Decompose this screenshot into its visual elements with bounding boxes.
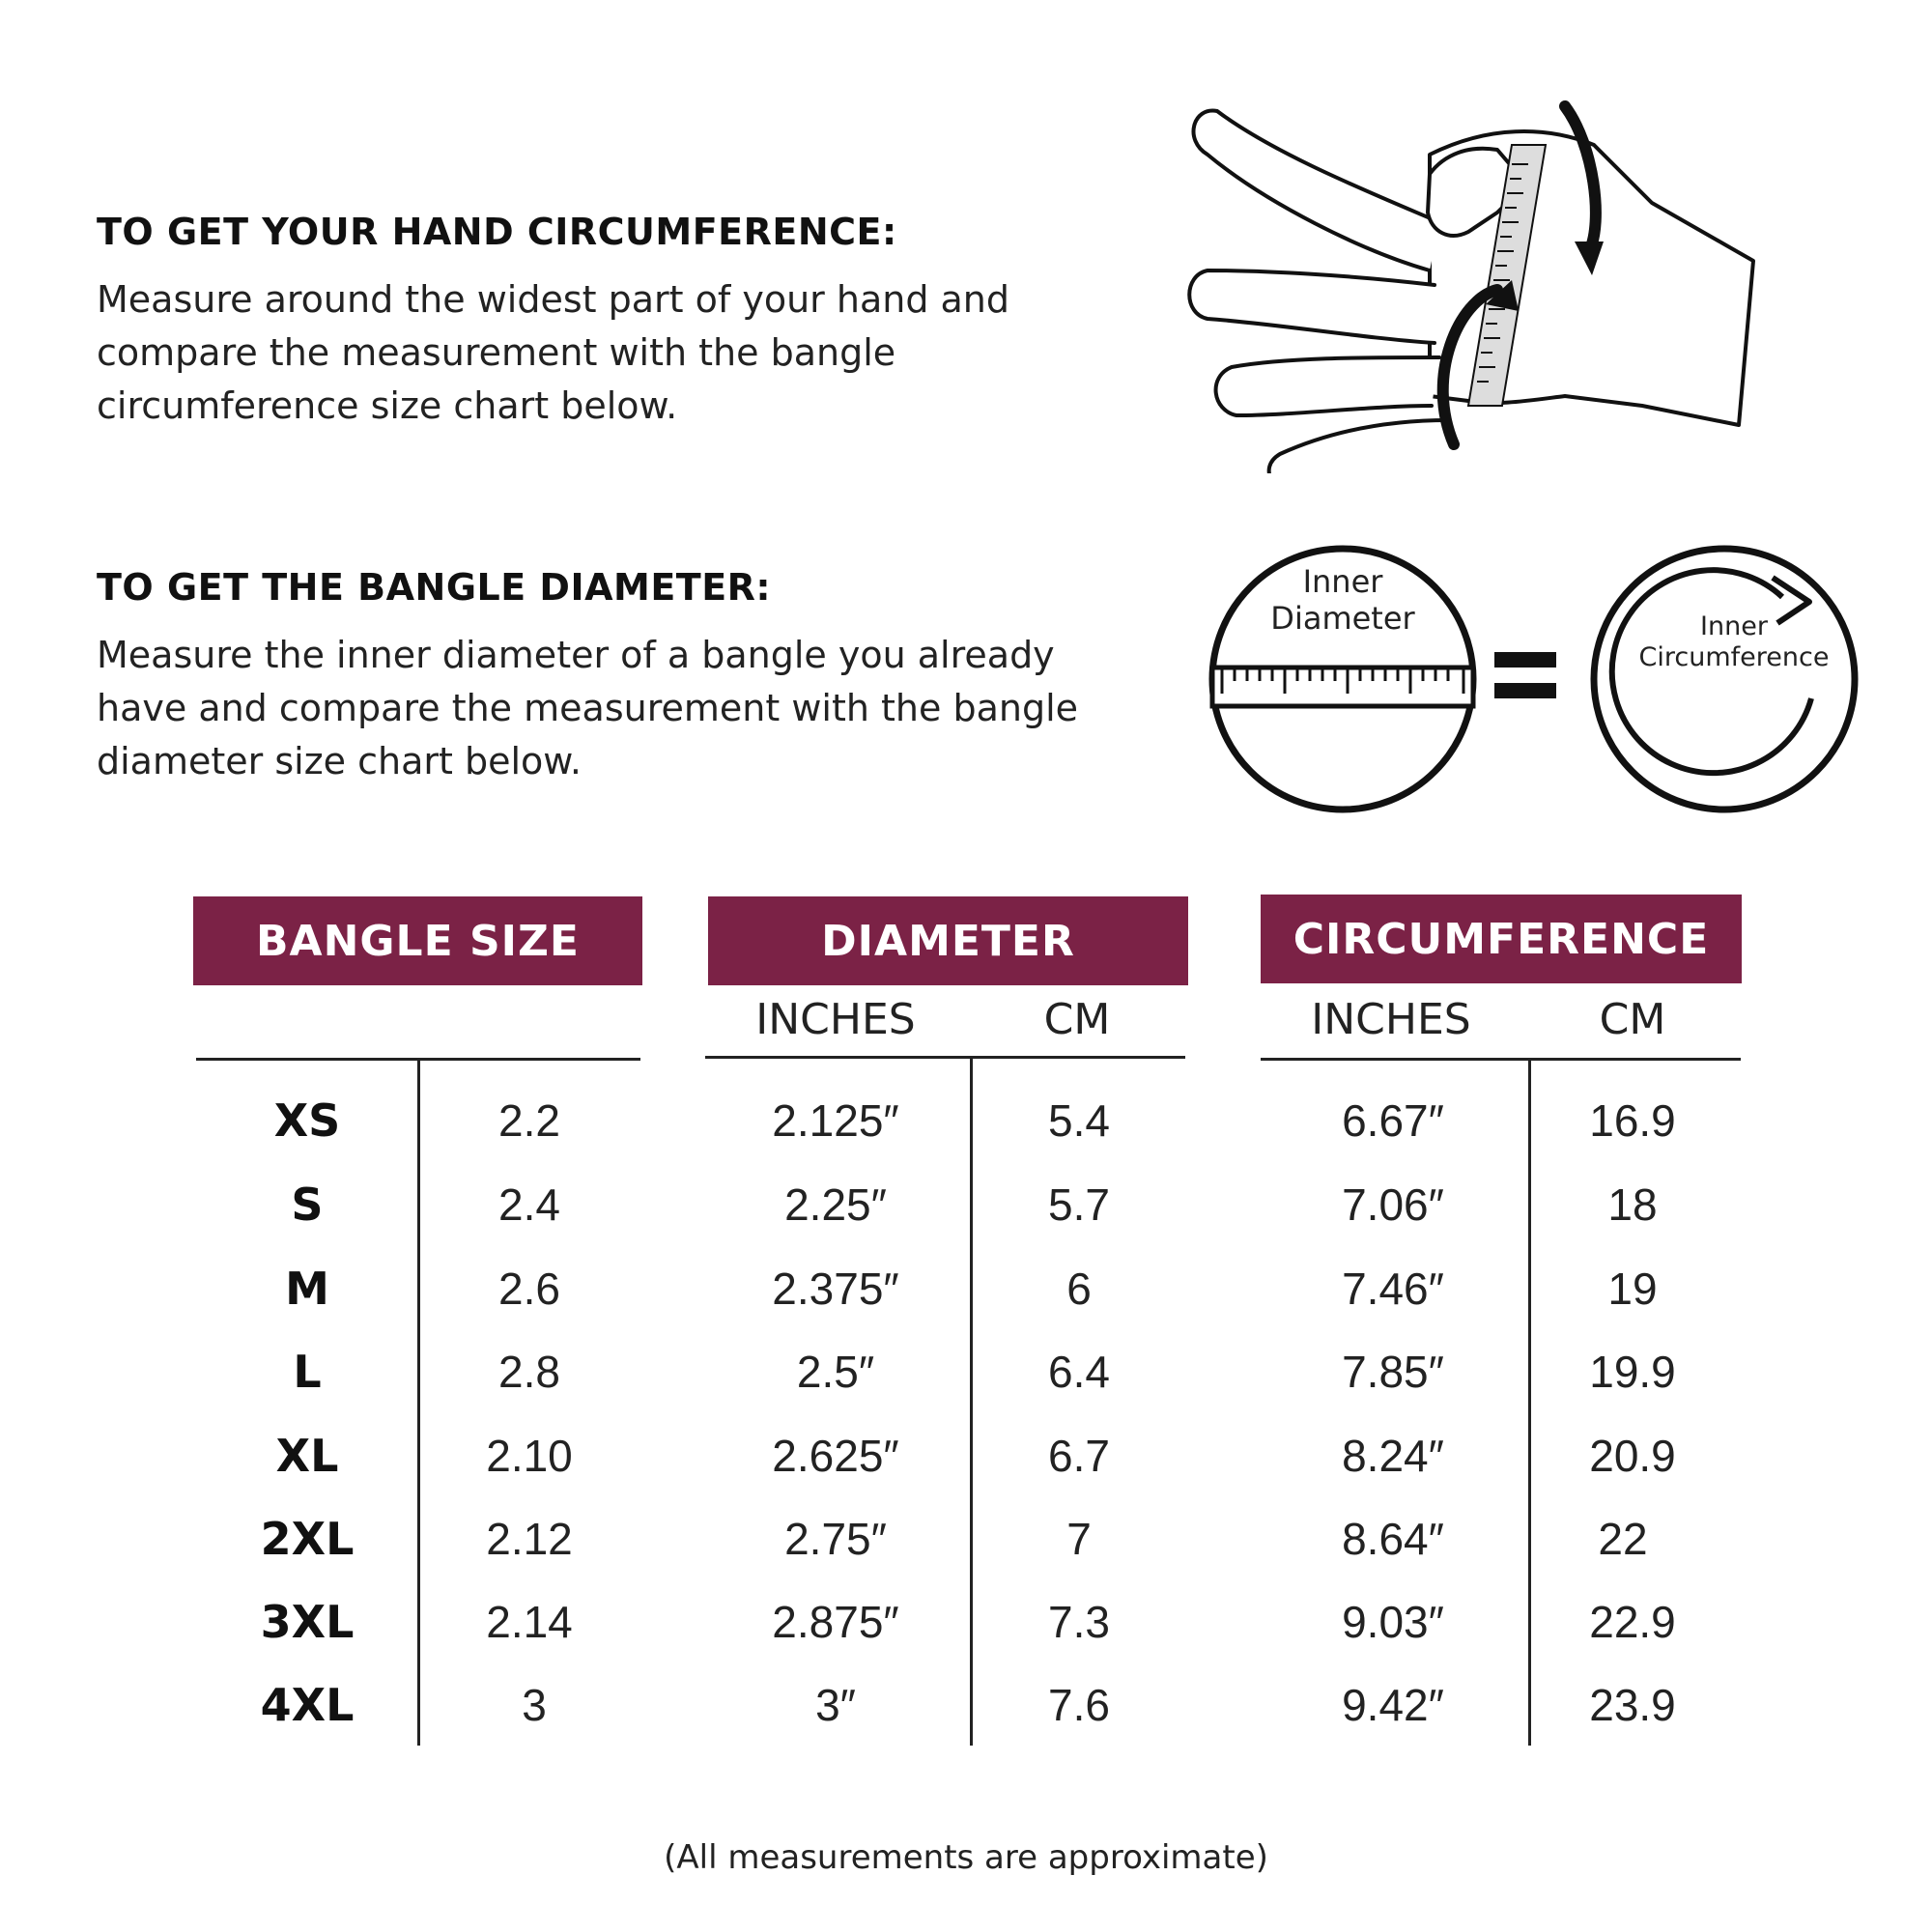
diameter-inches-subheader: INCHES: [755, 995, 916, 1044]
size-number-cell: 2.4: [498, 1179, 560, 1230]
inner-circumference-label: [1628, 611, 1840, 673]
diameter-cm-cell: 6: [1066, 1264, 1092, 1314]
circumference-inches-cell: 7.85″: [1342, 1347, 1444, 1397]
hand-measure-icon: [1179, 87, 1777, 473]
diameter-cm-cell: 5.4: [1048, 1095, 1110, 1146]
diameter-inches-cell: 2.5″: [796, 1347, 875, 1397]
diameter-inches-cell: 2.25″: [784, 1179, 887, 1230]
size-number-cell: 2.8: [498, 1347, 560, 1397]
diameter-cm-cell: 7.6: [1048, 1680, 1110, 1730]
diameter-inches-cell: 2.75″: [784, 1514, 887, 1564]
size-cell: 2XL: [260, 1513, 355, 1565]
size-cell: L: [293, 1346, 322, 1398]
size-cell: XL: [275, 1430, 339, 1482]
size-number-cell: 2.10: [486, 1431, 573, 1481]
diameter-inches-cell: 2.125″: [772, 1095, 899, 1146]
size-cell: M: [285, 1263, 329, 1315]
instruction-line: Measure around the widest part of your hand and: [97, 278, 1010, 321]
circumference-cm-subheader: CM: [1599, 995, 1666, 1044]
bangle-size-header: BANGLE SIZE: [193, 896, 642, 985]
circumference-cm-cell: 19.9: [1589, 1347, 1676, 1397]
size-cell: 3XL: [260, 1596, 355, 1648]
size-number-cell: 2.6: [498, 1264, 560, 1314]
instruction-line: have and compare the measurement with the bangle: [97, 687, 1079, 729]
instruction-line: Measure the inner diameter of a bangle you already: [97, 634, 1055, 676]
circumference-inches-cell: 7.46″: [1342, 1264, 1444, 1314]
circumference-cm-cell: 23.9: [1589, 1680, 1676, 1730]
circumference-inches-cell: 9.03″: [1342, 1597, 1444, 1647]
label-line: Circumference: [1638, 642, 1830, 672]
diameter-cm-cell: 7: [1066, 1514, 1092, 1564]
size-number-cell: 2.14: [486, 1597, 573, 1647]
diameter-inches-cell: 2.625″: [772, 1431, 899, 1481]
diameter-inches-cell: 3″: [815, 1680, 856, 1730]
diameter-inches-cell: 2.375″: [772, 1264, 899, 1314]
diameter-cm-cell: 5.7: [1048, 1179, 1110, 1230]
table-rule: [705, 1056, 1185, 1059]
hand-circumference-title: TO GET YOUR HAND CIRCUMFERENCE:: [97, 211, 897, 253]
instruction-line: circumference size chart below.: [97, 384, 678, 427]
bangle-diameter-title: TO GET THE BANGLE DIAMETER:: [97, 566, 772, 609]
label-line: Diameter: [1270, 600, 1415, 637]
footnote: (All measurements are approximate): [664, 1838, 1268, 1877]
circumference-inches-cell: 7.06″: [1342, 1179, 1444, 1230]
circumference-cm-cell: 22.9: [1589, 1597, 1676, 1647]
circumference-inches-cell: 6.67″: [1342, 1095, 1444, 1146]
diameter-cm-cell: 6.7: [1048, 1431, 1110, 1481]
inner-diameter-label: [1246, 563, 1439, 637]
bangle-diameter-instructions: [97, 629, 1078, 788]
circumference-cm-cell: 18: [1607, 1179, 1658, 1230]
table-rule: [1261, 1058, 1741, 1061]
size-cell: XS: [273, 1094, 341, 1147]
circumference-cm-cell: 16.9: [1589, 1095, 1676, 1146]
hand-circumference-instructions: [97, 273, 1009, 433]
diameter-cm-subheader: CM: [1043, 995, 1111, 1044]
circumference-header: CIRCUMFERENCE: [1261, 895, 1742, 983]
circumference-inches-cell: 8.64″: [1342, 1514, 1444, 1564]
size-number-cell: 3: [522, 1680, 547, 1730]
circumference-inches-cell: 8.24″: [1342, 1431, 1444, 1481]
circumference-inches-cell: 9.42″: [1342, 1680, 1444, 1730]
inner-circumference-circle-icon: [1579, 534, 1869, 824]
circumference-inches-subheader: INCHES: [1311, 995, 1471, 1044]
equals-icon: [1492, 647, 1560, 705]
instruction-line: compare the measurement with the bangle: [97, 331, 896, 374]
circumference-cm-cell: 19: [1607, 1264, 1658, 1314]
circumference-cm-cell: 22: [1598, 1514, 1648, 1564]
diameter-cm-cell: 6.4: [1048, 1347, 1110, 1397]
diameter-cm-cell: 7.3: [1048, 1597, 1110, 1647]
instruction-line: diameter size chart below.: [97, 740, 582, 782]
size-number-cell: 2.2: [498, 1095, 560, 1146]
diameter-inches-cell: 2.875″: [772, 1597, 899, 1647]
label-line: Inner: [1700, 611, 1768, 641]
size-cell: S: [291, 1179, 324, 1231]
diameter-header: DIAMETER: [708, 896, 1188, 985]
size-number-cell: 2.12: [486, 1514, 573, 1564]
label-line: Inner: [1302, 563, 1383, 600]
circumference-cm-cell: 20.9: [1589, 1431, 1676, 1481]
size-cell: 4XL: [260, 1679, 355, 1731]
